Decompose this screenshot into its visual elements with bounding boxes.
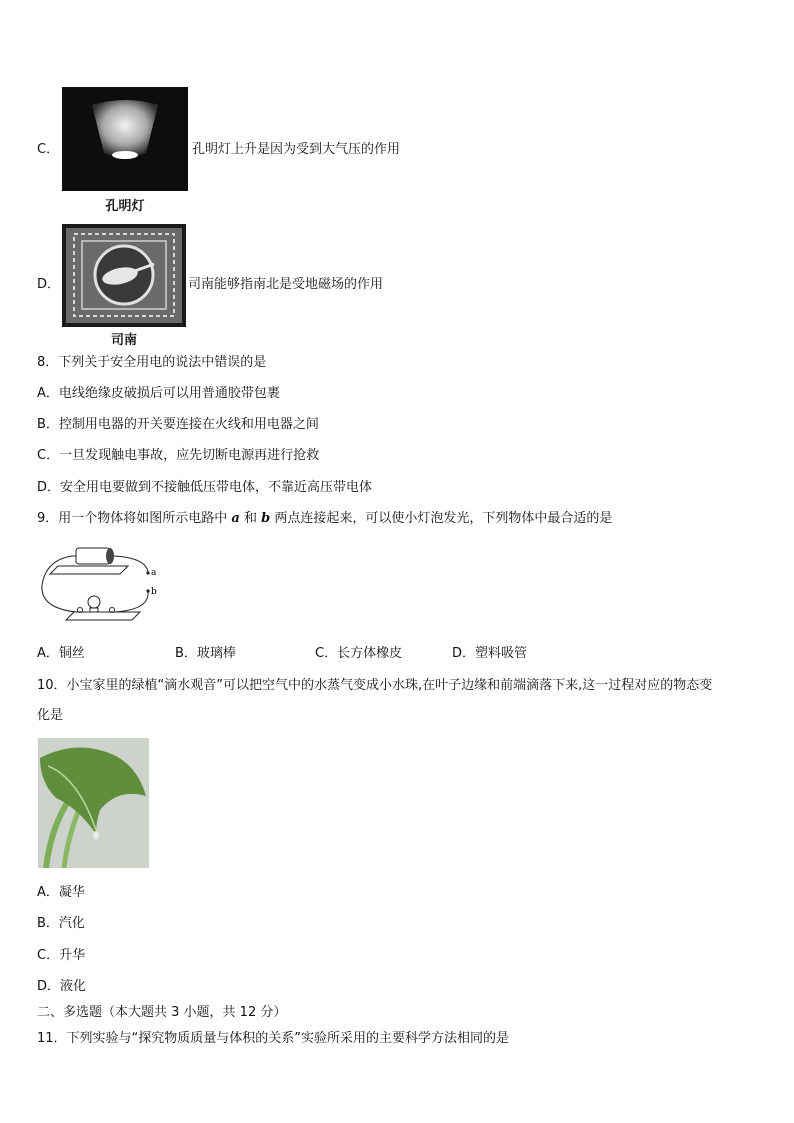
q11-stem: 11．下列实验与“探究物质质量与体积的关系”实验所采用的主要科学方法相同的是 [37, 1031, 510, 1046]
q10-option-b: B．汽化 [37, 916, 85, 931]
q7-option-c-letter: C． [37, 142, 60, 157]
q10-stem-line1: 10．小宝家里的绿植“滴水观音”可以把空气中的水蒸气变成小水珠,在叶子边缘和前端滴落下来,这一过程对应的物态变 [37, 678, 713, 693]
sinan-caption: 司南 [110, 333, 137, 348]
sinan-compass-image [62, 224, 186, 327]
q10-option-a: A．凝华 [37, 885, 85, 900]
q7-option-c-text: 孔明灯上升是因为受到大气压的作用 [192, 142, 401, 157]
q10-option-d: D．液化 [37, 979, 87, 994]
circuit-label-b: b [151, 587, 157, 597]
point-a-label: a [231, 511, 240, 526]
sky-lantern-image [62, 87, 188, 191]
q9-stem: 9．用一个物体将如图所示电路中 a 和 b 两点连接起来，可以使小灯泡发光，下列物体中最合适的是 [37, 511, 613, 526]
circuit-diagram [36, 540, 166, 630]
circuit-label-a: a [151, 568, 157, 578]
q8-option-b: B．控制用电器的开关要连接在火线和用电器之间 [37, 417, 319, 432]
q8-stem: 8．下列关于安全用电的说法中错误的是 [37, 355, 267, 370]
section-2-title: 二、多选题（本大题共 3 小题，共 12 分） [37, 1005, 287, 1020]
q8-option-c: C．一旦发现触电事故，应先切断电源再进行抢救 [37, 448, 320, 463]
q9-options [37, 645, 527, 663]
q8-option-d: D．安全用电要做到不接触低压带电体，不靠近高压带电体 [37, 480, 373, 495]
point-b-label: b [261, 511, 271, 526]
plant-leaf-image [38, 738, 149, 868]
q8-option-a: A．电线绝缘皮破损后可以用普通胶带包裹 [37, 386, 280, 401]
sky-lantern-caption: 孔明灯 [105, 199, 145, 214]
q9-option-d: D．塑料吸管 [452, 646, 528, 661]
q10-stem-line2: 化是 [37, 708, 64, 723]
q9-option-c: C．长方体橡皮 [315, 646, 403, 661]
q7-option-d-letter: D． [37, 277, 61, 292]
q10-option-c: C．升华 [37, 948, 86, 963]
q9-option-a: A．铜丝 [37, 646, 85, 661]
q7-option-d-text: 司南能够指南北是受地磁场的作用 [188, 277, 384, 292]
q9-option-b: B．玻璃棒 [175, 646, 236, 661]
